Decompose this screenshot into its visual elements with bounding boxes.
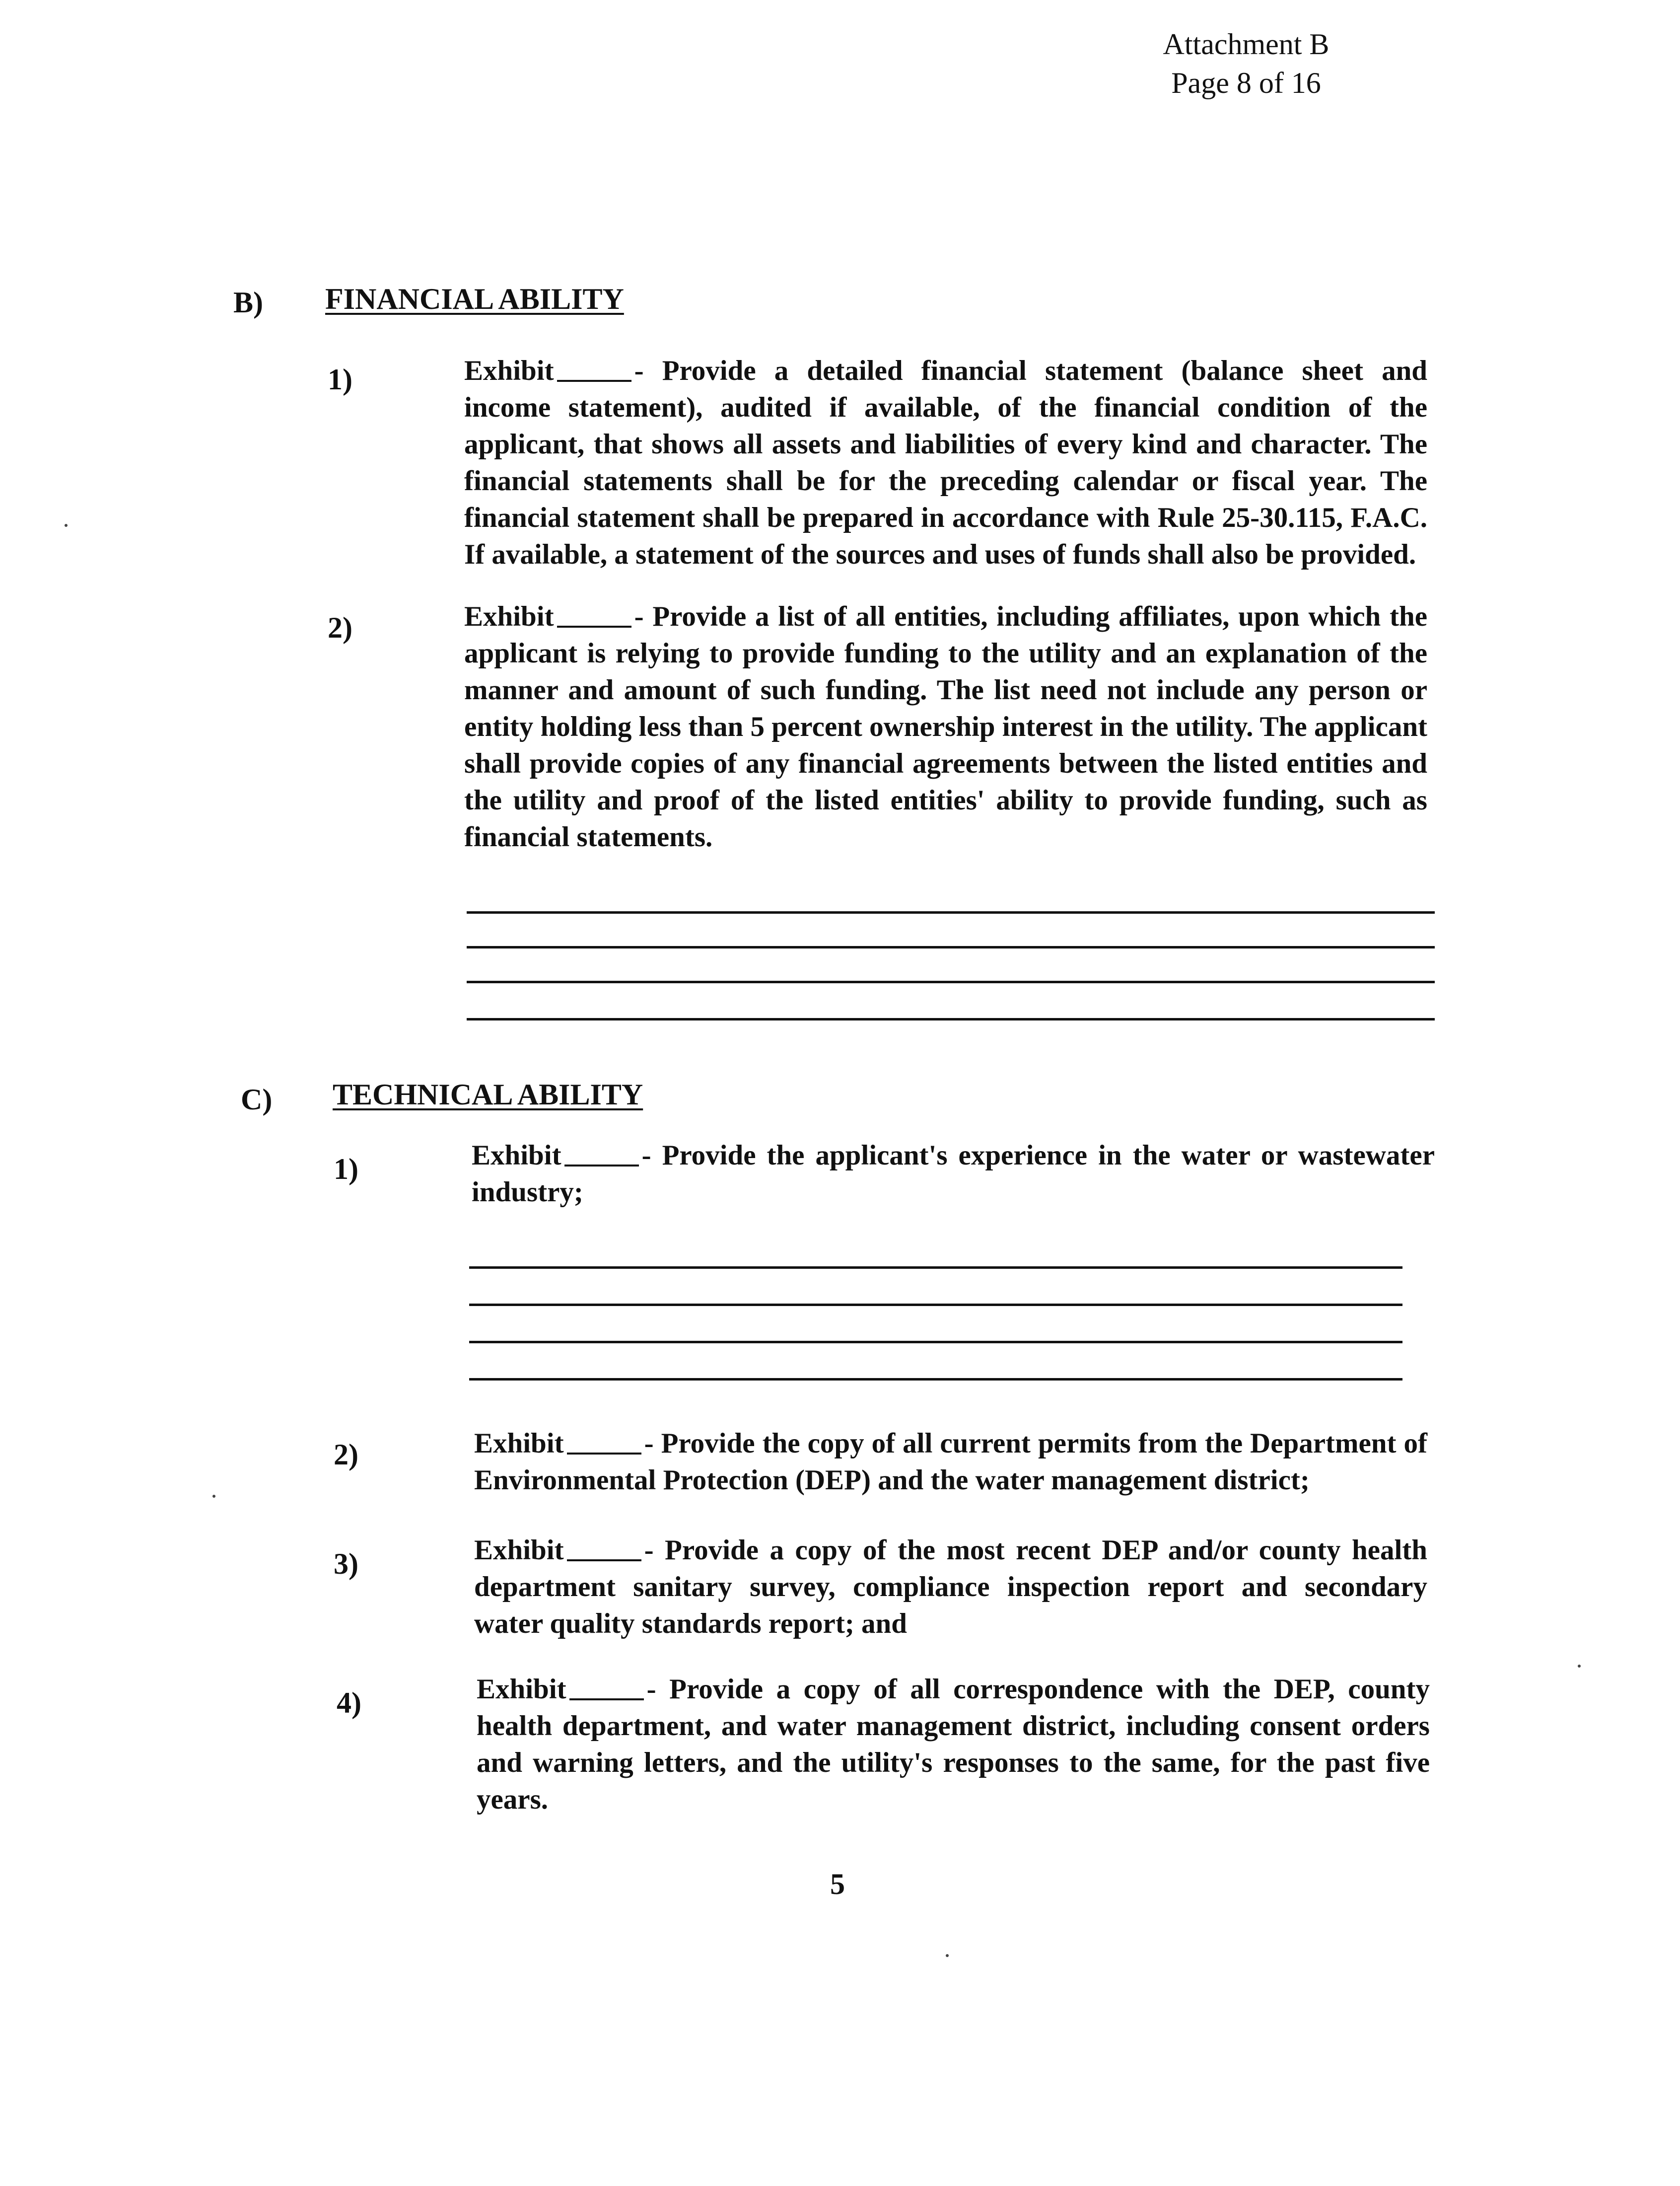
item-text [472,1137,1435,1211]
section-letter-b: B) [233,286,263,319]
scan-speck [946,1954,949,1957]
exhibit-label: Exhibit [472,1140,561,1171]
page-header [1152,25,1340,102]
item-text [464,353,1427,573]
fill-in-line [469,1341,1402,1343]
page-number: 5 [830,1868,845,1900]
item-description: - Provide a copy of all correspondence with the DEP, county health department, and water management district, including consent orders and warning letters, and the utility's responses to the same, for the past five years. [477,1674,1430,1815]
fill-in-line [467,946,1435,948]
item-description: - Provide the copy of all current permits from the Department of Environmental Protection (DEP) and the water management district; [474,1428,1427,1496]
exhibit-blank [569,1698,644,1700]
exhibit-blank [564,1165,639,1166]
exhibit-blank [557,626,631,628]
item-description: - Provide the applicant's experience in the water or wastewater industry; [472,1140,1435,1208]
item-number: 2) [334,1438,358,1471]
exhibit-label: Exhibit [464,601,554,632]
page-count-label: Page 8 of 16 [1171,67,1321,99]
section-letter-c: C) [241,1083,273,1116]
item-text [477,1671,1430,1818]
scan-speck [65,524,68,527]
item-text [474,1425,1427,1499]
fill-in-line [467,911,1435,914]
item-description: - Provide a list of all entities, including affiliates, upon which the applicant is relying to provide funding to the utility and an explanation of the manner and amount of such funding. The list need not include any person or entity holding less than 5 percent ownership interest in the utility. The applicant shall provide copies of any financial agreements between the listed entities and the utility and proof of the listed entities' ability to provide funding, such as financial statements. [464,601,1427,853]
section-title-technical-ability: TECHNICAL ABILITY [333,1078,643,1111]
scan-speck [1578,1665,1581,1668]
fill-in-line [469,1266,1402,1269]
item-description: - Provide a detailed financial statement (balance sheet and income statement), audited if available, of the financial condition of the applicant, that shows all assets and liabilities of every kind and character. The financial statements shall be for the preceding calendar or fiscal year. The financial statement shall be prepared in accordance with Rule 25-30.115, F.A.C. If available, a statement of the sources and uses of funds shall also be provided. [464,355,1427,570]
item-number: 1) [328,363,352,396]
fill-in-line [467,981,1435,983]
fill-in-line [469,1304,1402,1306]
item-number: 4) [337,1686,361,1719]
exhibit-label: Exhibit [474,1428,564,1459]
exhibit-label: Exhibit [477,1674,566,1705]
item-number: 2) [328,611,352,644]
exhibit-blank [557,380,631,382]
attachment-label: Attachment B [1163,28,1330,61]
exhibit-blank [567,1453,641,1455]
item-number: 1) [334,1153,358,1185]
exhibit-blank [567,1559,641,1561]
exhibit-label: Exhibit [464,355,554,386]
item-text [464,598,1427,856]
scan-speck [212,1495,215,1498]
item-number: 3) [334,1547,358,1580]
item-description: - Provide a copy of the most recent DEP and/or county health department sanitary survey, compliance inspection report and secondary water quality standards report; and [474,1534,1427,1639]
fill-in-line [467,1018,1435,1020]
item-text [474,1532,1427,1642]
section-title-financial-ability: FINANCIAL ABILITY [325,283,624,315]
fill-in-line [469,1378,1402,1381]
exhibit-label: Exhibit [474,1534,564,1566]
